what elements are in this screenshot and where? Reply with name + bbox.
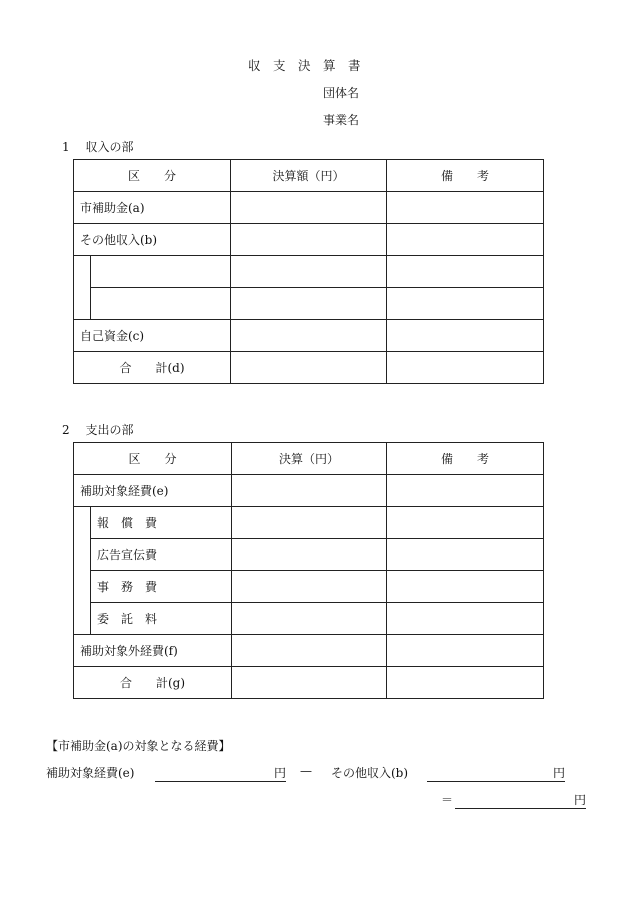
row-label-ineligible-expenses: 補助対象外経費(f) (74, 635, 232, 667)
remarks-cell[interactable] (387, 667, 544, 699)
amount-cell[interactable] (231, 288, 387, 320)
table-row (74, 192, 544, 224)
row-label-remuneration: 報 償 費 (91, 507, 232, 539)
remarks-cell[interactable] (387, 571, 544, 603)
formula-result-yen: 円 (455, 791, 586, 809)
table-row (74, 571, 544, 603)
header-remarks: 備 考 (387, 443, 544, 475)
table-header-row (74, 443, 544, 475)
header-category: 区 分 (74, 160, 231, 192)
sub-item-cell[interactable] (91, 256, 231, 288)
amount-cell[interactable] (231, 352, 387, 384)
row-label-other-income: その他収入(b) (74, 224, 231, 256)
remarks-cell[interactable] (387, 539, 544, 571)
remarks-cell[interactable] (387, 475, 544, 507)
indent-spacer (74, 288, 91, 320)
amount-cell[interactable] (231, 192, 387, 224)
table-row (74, 603, 544, 635)
expense-section-heading: 2 支出の部 (62, 423, 134, 437)
formula-term2-field[interactable] (427, 764, 565, 782)
table-row (74, 320, 544, 352)
table-row (74, 507, 544, 539)
table-row (74, 256, 544, 288)
indent-spacer (74, 539, 91, 571)
amount-cell[interactable] (232, 603, 387, 635)
formula-heading: 【市補助金(a)の対象となる経費】 (46, 739, 231, 753)
amount-cell[interactable] (231, 320, 387, 352)
indent-spacer (74, 603, 91, 635)
table-row (74, 667, 544, 699)
row-label-eligible-expenses: 補助対象経費(e) (74, 475, 232, 507)
header-remarks: 備 考 (387, 160, 544, 192)
remarks-cell[interactable] (387, 256, 544, 288)
row-label-income-total: 合 計(d) (74, 352, 231, 384)
formula-term2-label: その他収入(b) (331, 766, 409, 780)
indent-spacer (74, 571, 91, 603)
header-amount: 決算額（円） (231, 160, 387, 192)
amount-cell[interactable] (232, 635, 387, 667)
amount-cell[interactable] (232, 475, 387, 507)
remarks-cell[interactable] (387, 224, 544, 256)
indent-spacer (74, 507, 91, 539)
table-header-row (74, 160, 544, 192)
amount-cell[interactable] (231, 224, 387, 256)
table-row (74, 475, 544, 507)
formula-term1-field[interactable] (155, 764, 286, 782)
remarks-cell[interactable] (387, 192, 544, 224)
document-title: 収 支 決 算 書 (248, 58, 361, 73)
row-label-office: 事 務 費 (91, 571, 232, 603)
equals-sign: ＝ (441, 793, 454, 807)
header-category: 区 分 (74, 443, 232, 475)
amount-cell[interactable] (231, 256, 387, 288)
row-label-advertising: 広告宣伝費 (91, 539, 232, 571)
minus-sign: — (300, 764, 312, 778)
amount-cell[interactable] (232, 507, 387, 539)
header-amount: 決算（円） (232, 443, 387, 475)
remarks-cell[interactable] (387, 635, 544, 667)
formula-term1-label: 補助対象経費(e) (46, 766, 135, 780)
table-row (74, 352, 544, 384)
income-table (73, 159, 544, 384)
sub-item-cell[interactable] (91, 288, 231, 320)
remarks-cell[interactable] (387, 507, 544, 539)
table-row (74, 635, 544, 667)
formula-term1-yen: 円 (155, 764, 286, 782)
amount-cell[interactable] (232, 667, 387, 699)
remarks-cell[interactable] (387, 288, 544, 320)
indent-spacer (74, 256, 91, 288)
row-label-own-funds: 自己資金(c) (74, 320, 231, 352)
expense-table (73, 442, 544, 699)
amount-cell[interactable] (232, 539, 387, 571)
project-label: 事業名 (323, 113, 360, 127)
table-row (74, 288, 544, 320)
table-row (74, 224, 544, 256)
table-row (74, 539, 544, 571)
row-label-city-subsidy: 市補助金(a) (74, 192, 231, 224)
formula-result-field[interactable] (455, 791, 586, 809)
income-section-heading: 1 収入の部 (62, 140, 134, 154)
remarks-cell[interactable] (387, 352, 544, 384)
amount-cell[interactable] (232, 571, 387, 603)
remarks-cell[interactable] (387, 603, 544, 635)
row-label-expense-total: 合 計(g) (74, 667, 232, 699)
organization-label: 団体名 (323, 86, 360, 100)
remarks-cell[interactable] (387, 320, 544, 352)
formula-term2-yen: 円 (427, 764, 565, 782)
row-label-outsourcing: 委 託 料 (91, 603, 232, 635)
